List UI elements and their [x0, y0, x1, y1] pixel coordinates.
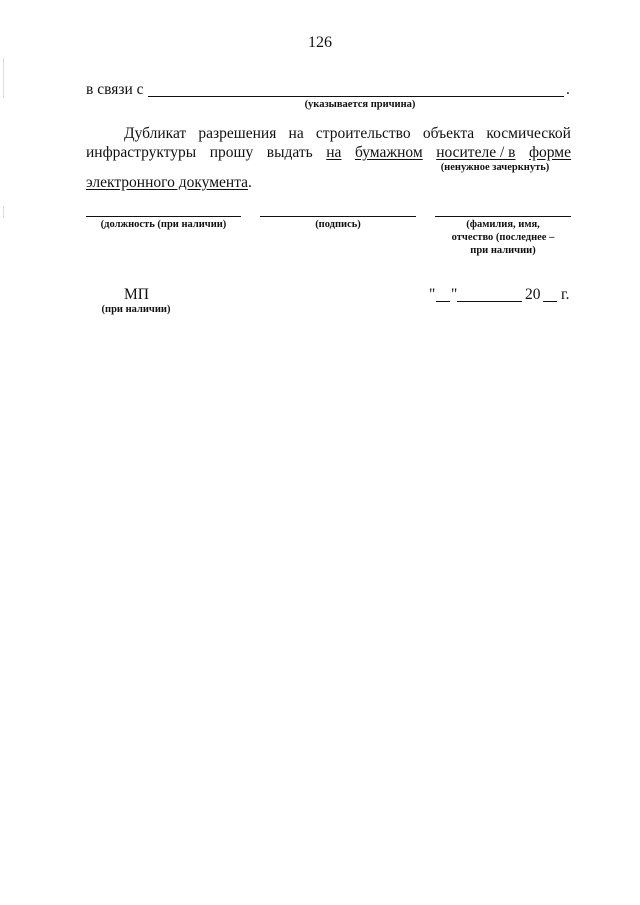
option-word: на — [326, 144, 342, 161]
word: строительство — [315, 125, 411, 142]
date-quote-close: " — [451, 286, 458, 303]
reason-caption: (указывается причина) — [304, 99, 416, 110]
word: прошу — [209, 144, 254, 161]
signature-caption: (подпись) — [315, 219, 361, 230]
paragraph-line-2 — [86, 144, 571, 162]
word: объекта — [422, 125, 475, 142]
option-word: бумажном — [354, 144, 423, 161]
word: Дубликат — [124, 125, 187, 142]
option-word: форме — [528, 144, 571, 161]
paragraph-line-1 — [124, 125, 571, 143]
name-caption-1: (фамилия, имя, — [466, 219, 540, 230]
year-line — [543, 301, 557, 302]
word: выдать — [266, 144, 313, 161]
stamp-caption: (при наличии) — [101, 304, 171, 315]
paragraph-line-3 — [86, 174, 252, 192]
reason-end: . — [566, 81, 570, 98]
name-caption-2: отчество (последнее – — [451, 232, 555, 243]
word: на — [288, 125, 304, 142]
stamp-label: МП — [124, 286, 149, 303]
date-century: 20 — [525, 286, 541, 303]
name-caption-3: при наличии) — [470, 245, 536, 256]
word: разрешения — [198, 125, 277, 142]
word: инфраструктуры — [86, 144, 197, 161]
scan-mark — [3, 206, 4, 218]
scan-mark — [3, 58, 4, 98]
option-word: носителе / в — [436, 144, 516, 161]
line-end: . — [248, 174, 252, 191]
strike-caption: (ненужное зачеркнуть) — [440, 162, 550, 173]
page-number: 126 — [308, 34, 332, 51]
word: космической — [486, 125, 571, 142]
reason-prefix: в связи с — [86, 81, 144, 98]
signature-line — [260, 216, 416, 217]
day-line — [436, 301, 450, 302]
reason-line — [148, 96, 564, 97]
date-quote-open: " — [429, 286, 436, 303]
position-caption: (должность (при наличии) — [100, 219, 227, 230]
option-word: электронного документа — [86, 174, 249, 191]
month-line — [457, 301, 522, 302]
position-line — [86, 216, 241, 217]
name-line — [435, 216, 571, 217]
date-year-suffix: г. — [561, 286, 570, 303]
